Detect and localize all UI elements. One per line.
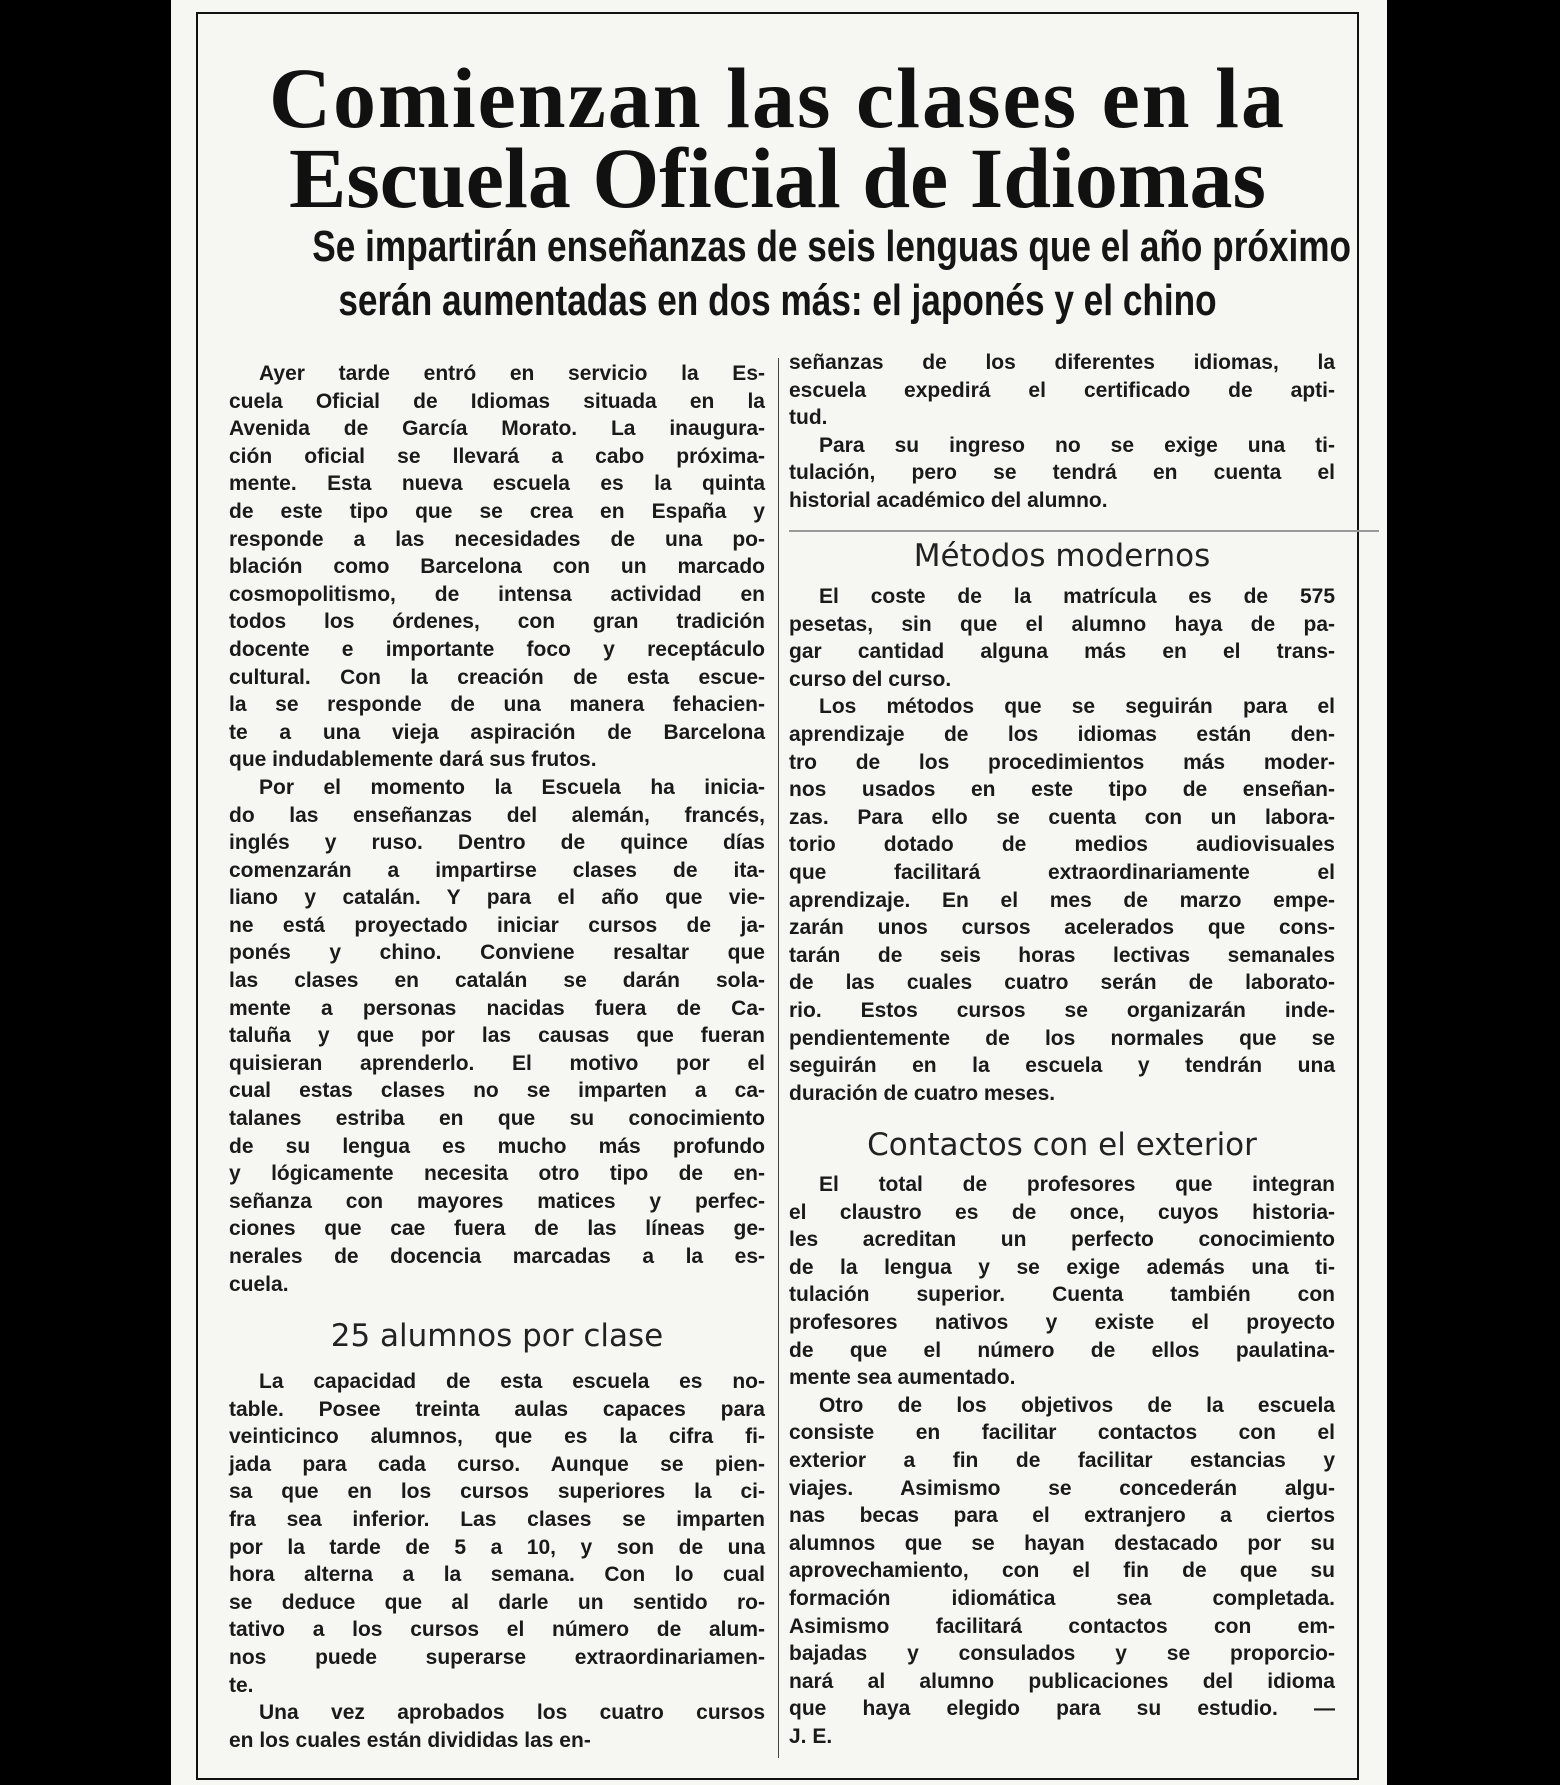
text-line: nerales de docencia marcadas a la es- [229, 1245, 765, 1268]
text-line: que indudablemente dará sus frutos. [229, 748, 597, 772]
subheadline-line-1: Se impartirán enseñanzas de seis lenguas que el año próximo [312, 222, 1352, 271]
text-line: señanzas de los diferentes idiomas, la [789, 351, 1335, 374]
text-line: ciones que cae fuera de las líneas ge- [229, 1217, 765, 1241]
text-line: de las cuales cuatro serán de laborato- [789, 971, 1335, 995]
text-line: seguirán en la escuela y tendrán una [789, 1054, 1335, 1078]
text-line: taluña y que por las causas que fueran [229, 1024, 765, 1048]
text-line: te a una vieja aspiración de Barcelona [229, 720, 765, 744]
text-line: Asimismo facilitará contactos con em- [789, 1614, 1335, 1638]
paragraph [789, 1171, 1335, 1392]
text-line: nos puede superarse extraordinariamen- [229, 1645, 765, 1669]
text-line: ne está proyectado iniciar cursos de ja- [229, 913, 765, 937]
text-line: las clases en catalán se darán sola- [229, 969, 765, 993]
text-line: Otro de los objetivos de la escuela [819, 1393, 1335, 1417]
text-line: zarán unos cursos acelerados que cons- [789, 916, 1335, 940]
text-line: Para su ingreso no se exige una ti- [819, 433, 1335, 457]
text-line: todos los órdenes, con gran tradición [229, 610, 765, 634]
paragraph [789, 693, 1335, 1107]
text-line: inglés y ruso. Dentro de quince días [229, 831, 765, 855]
text-line: comenzarán a impartirse clases de ita- [229, 858, 765, 882]
text-line: aprovechamiento, con el fin de que su [789, 1559, 1335, 1583]
text-line: table. Posee treinta aulas capaces para [229, 1397, 765, 1421]
paragraph [229, 1699, 765, 1754]
text-line: El total de profesores que integran [819, 1173, 1335, 1196]
paragraph [789, 1392, 1335, 1751]
right-column-block-1 [789, 349, 1335, 515]
right-column-block-3 [789, 1171, 1335, 1750]
text-line: tro de los procedimientos más moder- [789, 750, 1335, 774]
text-line: de este tipo que se crea en España y [229, 499, 765, 523]
text-line: ción oficial se llevará a cabo próxima- [229, 444, 765, 468]
text-line: la se responde de una manera fehacien- [229, 693, 765, 717]
text-line: docente e importante foco y receptáculo [229, 637, 765, 661]
text-line: pesetas, sin que el alumno haya de pa- [789, 612, 1335, 636]
text-line: quisieran aprenderlo. El motivo por el [229, 1051, 765, 1075]
headline-line-1: Comienzan las clases en la [268, 50, 1287, 146]
text-line: fra sea inferior. Las clases se imparten [229, 1507, 765, 1531]
section-subhead: 25 alumnos por clase [330, 1318, 664, 1354]
text-line: curso del curso. [789, 667, 952, 691]
text-line: tulación, pero se tendrá en cuenta el [789, 461, 1335, 485]
text-line: les acreditan un perfecto conocimiento [789, 1228, 1335, 1252]
text-line: historial académico del alumno. [789, 488, 1108, 512]
text-line: gar cantidad alguna más en el trans- [789, 640, 1335, 664]
text-line: liano y catalán. Y para el año que vie- [229, 886, 765, 910]
text-line: Ayer tarde entró en servicio la Es- [259, 362, 765, 385]
text-line: alumnos que se hayan destacado por su [789, 1531, 1335, 1555]
text-line: nará al alumno publicaciones del idioma [789, 1669, 1335, 1693]
paragraph [229, 1368, 765, 1699]
text-line: mente sea aumentado. [789, 1366, 1016, 1390]
text-line: Por el momento la Escuela ha inicia- [259, 775, 765, 799]
text-line: nas becas para el extranjero a ciertos [789, 1504, 1335, 1528]
section-rule [789, 530, 1379, 532]
column-divider [778, 358, 779, 1758]
text-line: tud. [789, 406, 828, 430]
paragraph [789, 583, 1335, 693]
section-subhead: Contactos con el exterior [867, 1127, 1257, 1163]
text-line: responde a las necesidades de una po- [229, 527, 765, 551]
text-line: escuela expedirá el certificado de apti- [789, 378, 1335, 402]
text-line: pendientemente de los normales que se [789, 1026, 1335, 1050]
text-line: mente. Esta nueva escuela es la quinta [229, 472, 765, 496]
subheadline-line-2: serán aumentadas en dos más: el japonés y el chino [338, 276, 1217, 325]
text-line: te. [229, 1673, 254, 1697]
text-line: tativo a los cursos el número de alum- [229, 1618, 765, 1642]
text-line: zas. Para ello se cuenta con un labora- [789, 805, 1335, 829]
text-line: veinticinco alumnos, que es la cifra fi- [229, 1425, 765, 1449]
text-line: exterior a fin de facilitar estancias y [789, 1448, 1335, 1472]
text-line: nos usados en este tipo de enseñan- [789, 778, 1335, 802]
text-line: cual estas clases no se imparten a ca- [229, 1079, 765, 1103]
text-line: duración de cuatro meses. [789, 1081, 1056, 1105]
text-line: aprendizaje de los idiomas están den- [789, 722, 1335, 746]
text-line: tarán de seis horas lectivas semanales [789, 943, 1335, 967]
text-line: ponés y chino. Conviene resaltar que [229, 941, 765, 965]
text-line: en los cuales están divididas las en- [229, 1728, 591, 1752]
right-column-block-2 [789, 583, 1335, 1107]
paragraph [789, 349, 1335, 432]
text-line: rio. Estos cursos se organizarán inde- [789, 998, 1335, 1022]
text-line: torio dotado de medios audiovisuales [789, 833, 1335, 857]
text-line: El coste de la matrícula es de 575 [819, 585, 1335, 608]
text-line: de su lengua es mucho más profundo [229, 1134, 765, 1158]
text-line: viajes. Asimismo se concederán algu- [789, 1476, 1335, 1500]
text-line: La capacidad de esta escuela es no- [259, 1370, 765, 1393]
text-line: y lógicamente necesita otro tipo de en- [229, 1162, 765, 1186]
text-line: Avenida de García Morato. La inaugura- [229, 417, 765, 441]
text-line: sa que en los cursos superiores la ci- [229, 1480, 765, 1504]
text-line: jada para cada curso. Aunque se pien- [229, 1452, 765, 1476]
text-line: aprendizaje. En el mes de marzo empe- [789, 888, 1335, 912]
text-line: cuela Oficial de Idiomas situada en la [229, 389, 765, 413]
text-line: formación idiomática sea completada. [789, 1586, 1335, 1610]
text-line: mente a personas nacidas fuera de Ca- [229, 996, 765, 1020]
text-line: se deduce que al darle un sentido ro- [229, 1590, 765, 1614]
text-line: que haya elegido para su estudio. — [789, 1697, 1335, 1721]
text-line: do las enseñanzas del alemán, francés, [229, 803, 765, 827]
text-line: tulación superior. Cuenta también con [789, 1283, 1335, 1307]
text-line: el claustro es de once, cuyos historia- [789, 1200, 1335, 1224]
text-line: por la tarde de 5 a 10, y son de una [229, 1535, 765, 1559]
text-line: cultural. Con la creación de esta escue- [229, 665, 765, 689]
headline-line-2: Escuela Oficial de Idiomas [288, 130, 1267, 226]
paragraph [229, 774, 765, 1298]
text-line: blación como Barcelona con un marcado [229, 555, 765, 579]
left-column-block-1 [229, 360, 765, 1298]
left-column-block-2 [229, 1368, 765, 1754]
paragraph [229, 360, 765, 774]
text-line: J. E. [789, 1724, 833, 1748]
text-line: Los métodos que se seguirán para el [819, 695, 1335, 719]
text-line: profesores nativos y existe el proyecto [789, 1310, 1335, 1334]
text-line: de que el número de ellos paulatina- [789, 1338, 1335, 1362]
text-line: Una vez aprobados los cuatro cursos [259, 1701, 765, 1725]
paragraph [789, 432, 1335, 515]
text-line: hora alterna a la semana. Con lo cual [229, 1563, 765, 1587]
text-line: señanza con mayores matices y perfec- [229, 1189, 765, 1213]
text-line: cosmopolitismo, de intensa actividad en [229, 582, 765, 606]
text-line: que facilitará extraordinariamente el [789, 860, 1335, 884]
text-line: cuela. [229, 1272, 289, 1296]
text-line: talanes estriba en que su conocimiento [229, 1107, 765, 1131]
text-line: bajadas y consulados y se proporcio- [789, 1642, 1335, 1666]
text-line: consiste en facilitar contactos con el [789, 1421, 1335, 1445]
text-line: de la lengua y se exige además una ti- [789, 1255, 1335, 1279]
section-subhead: Métodos modernos [913, 538, 1211, 574]
